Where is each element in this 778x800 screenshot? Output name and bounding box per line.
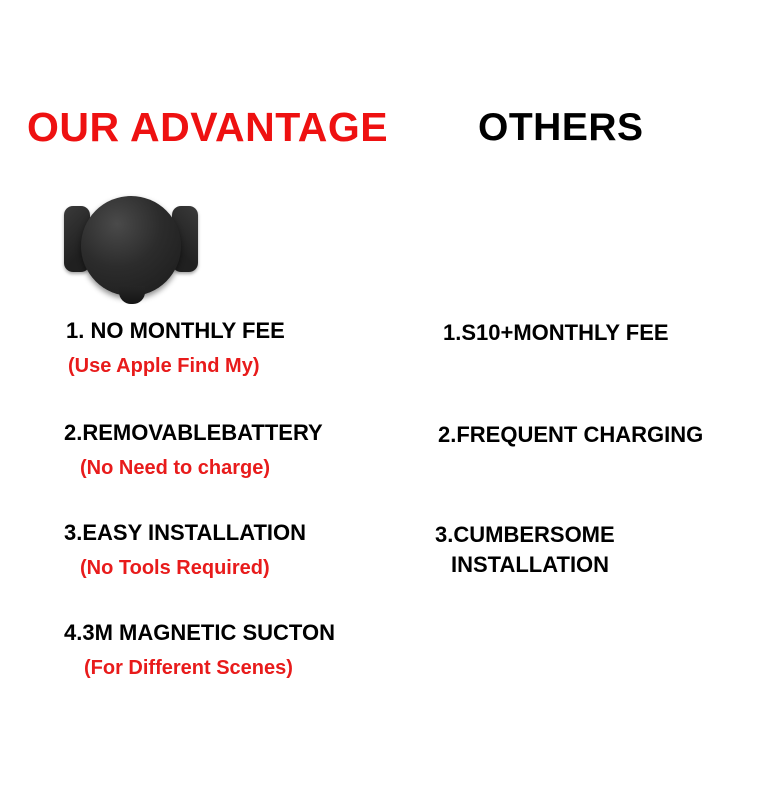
product-nub-icon [119, 286, 145, 304]
headings-row [0, 104, 778, 164]
feature-main-text: 1. NO MONTHLY FEE [66, 318, 285, 343]
others-cell [443, 318, 773, 348]
feature-main-text: 2.REMOVABLEBATTERY [64, 420, 323, 445]
feature-sub-text: (No Need to charge) [80, 457, 271, 479]
feature-sub-text: (No Tools Required) [80, 557, 270, 579]
comparison-rows [0, 318, 778, 720]
others-main-text: 1.S10+MONTHLY FEE [443, 320, 669, 345]
feature-sub-text: (Use Apple Find My) [68, 355, 260, 377]
product-disc-icon [81, 196, 181, 296]
others-cell [435, 520, 765, 580]
others-secondary-text: INSTALLATION [451, 552, 610, 577]
feature-main-text: 4.3M MAGNETIC SUCTON [64, 620, 335, 645]
comparison-row [0, 318, 778, 420]
others-main-text: 3.CUMBERSOME [435, 522, 615, 547]
others-main-text: 2.FREQUENT CHARGING [438, 422, 704, 447]
heading-our-advantage: OUR ADVANTAGE [27, 104, 389, 150]
heading-others: OTHERS [478, 106, 644, 149]
our-advantage-cell [62, 520, 442, 581]
our-advantage-cell [62, 420, 442, 481]
comparison-row [0, 620, 778, 720]
comparison-row [0, 420, 778, 520]
others-cell [438, 420, 768, 450]
our-advantage-cell [62, 620, 442, 681]
feature-sub-text: (For Different Scenes) [84, 657, 293, 679]
product-image [62, 196, 202, 308]
our-advantage-cell [62, 318, 442, 379]
feature-main-text: 3.EASY INSTALLATION [64, 520, 307, 545]
comparison-row [0, 520, 778, 620]
